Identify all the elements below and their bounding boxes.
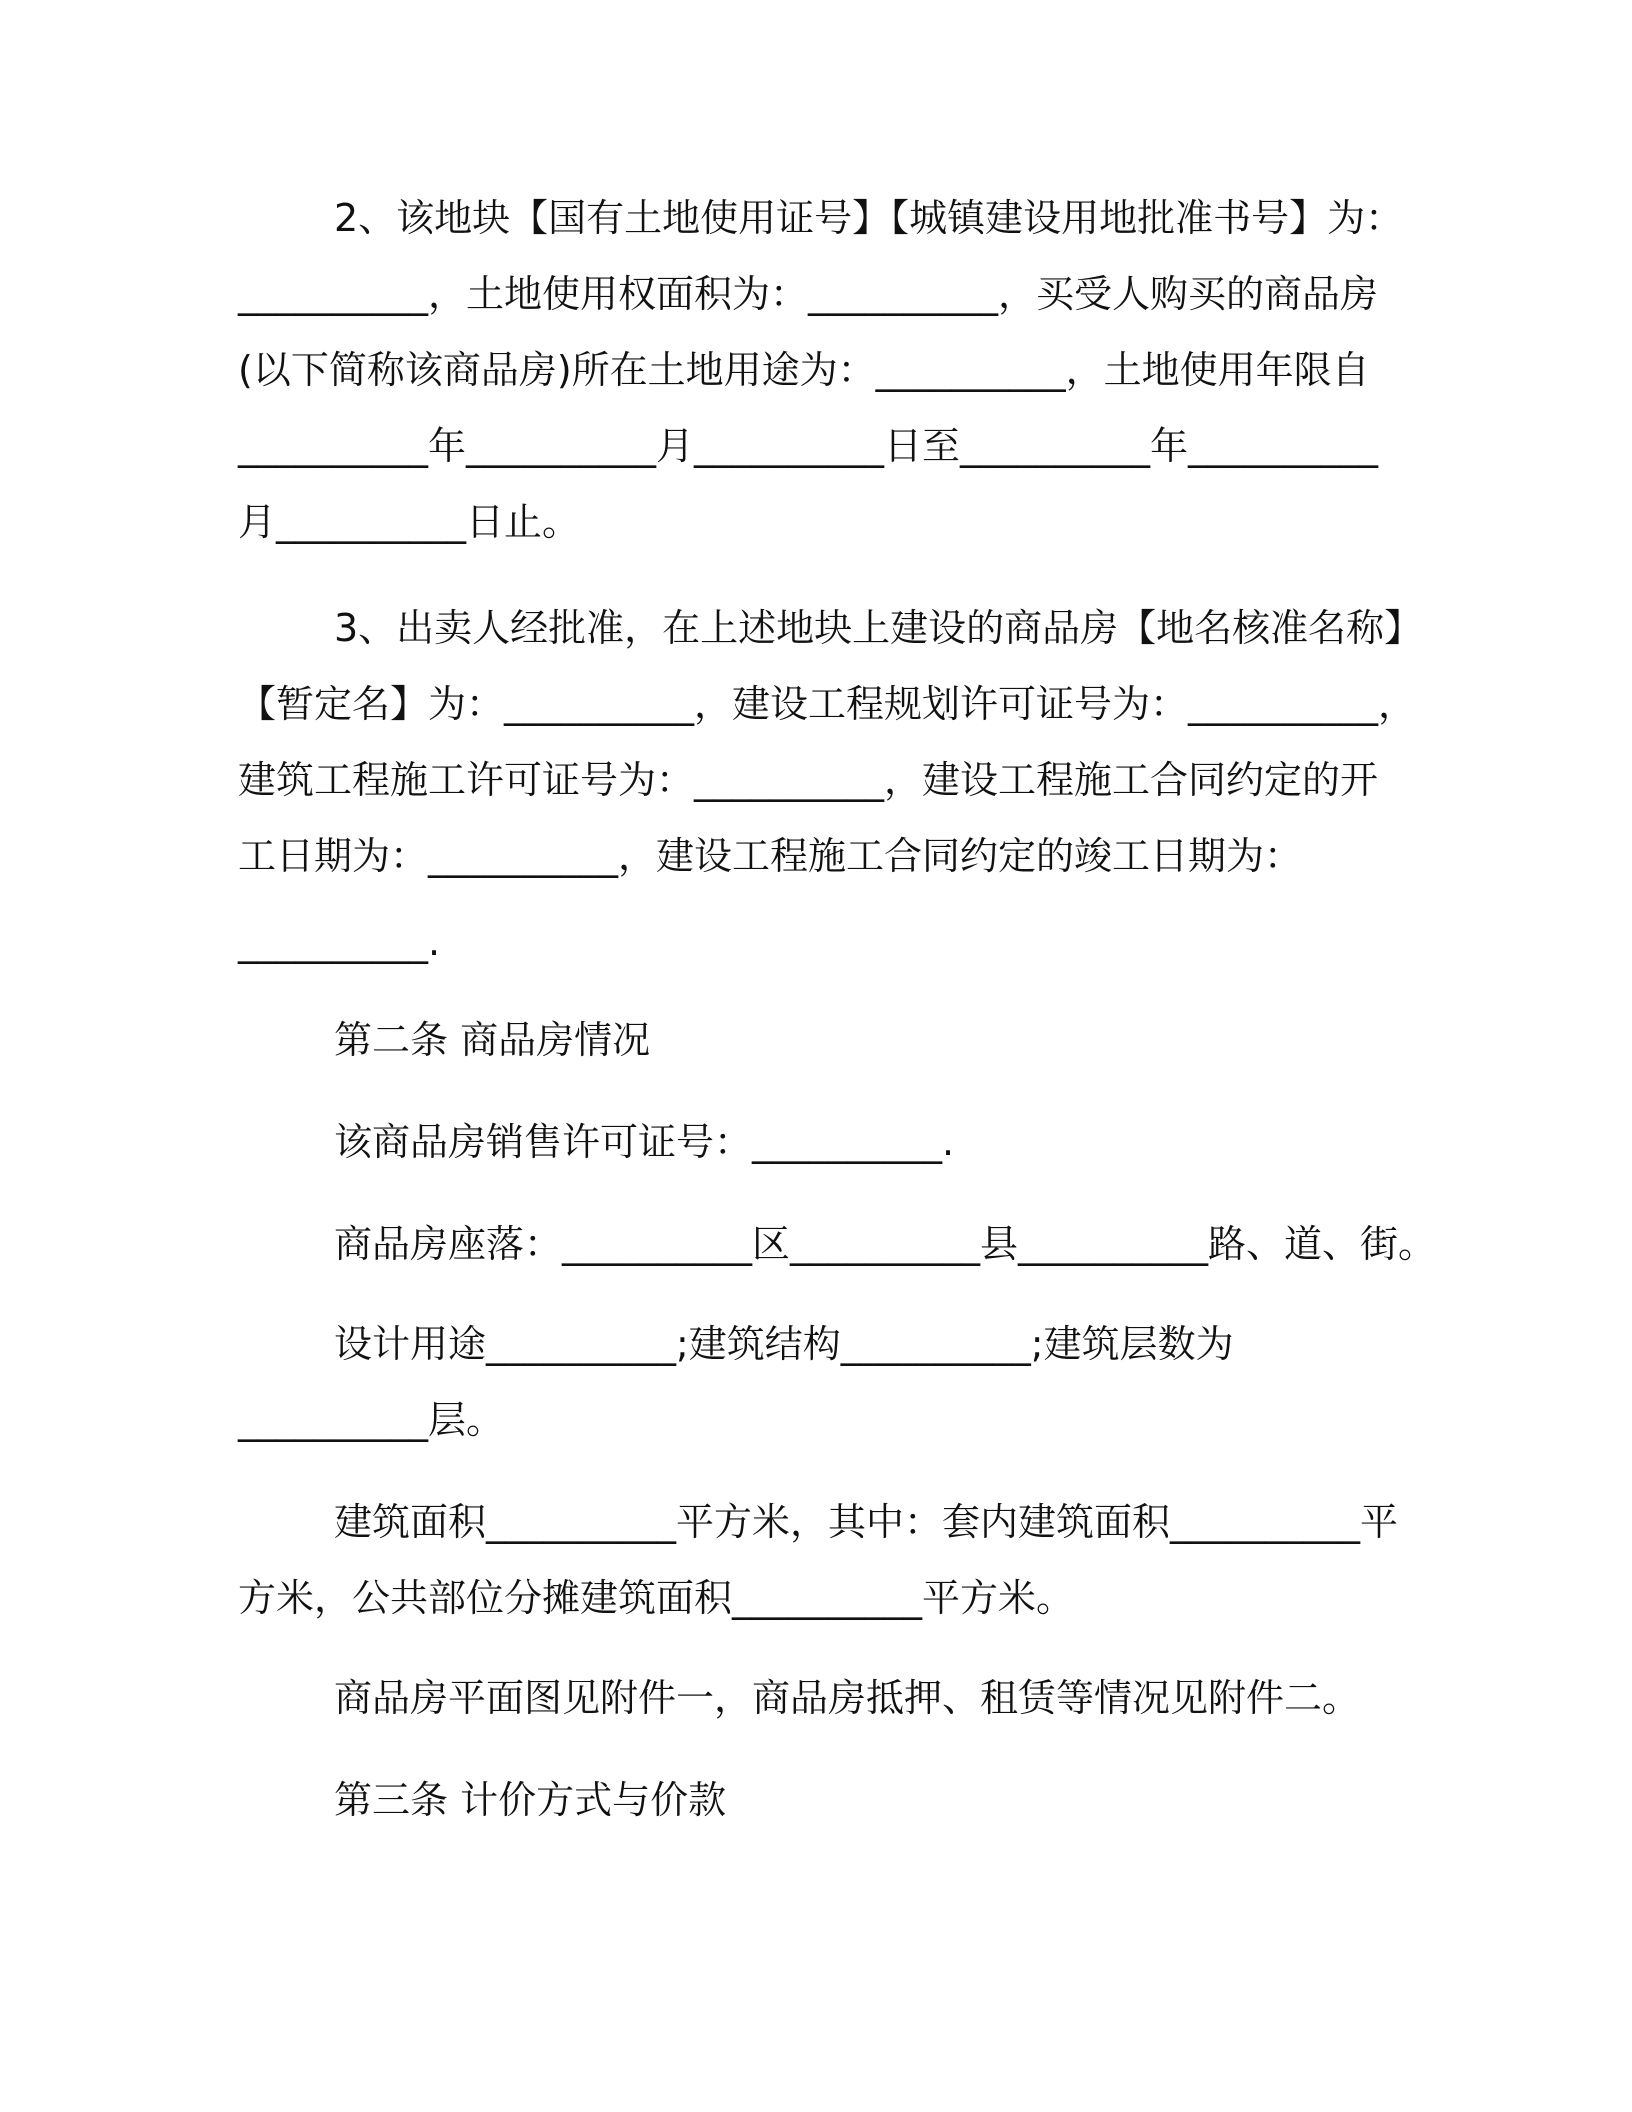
clause-3-line-3: 建筑工程施工许可证号为：__________，建设工程施工合同约定的开 <box>238 758 1379 802</box>
clause-2-line-3: (以下简称该商品房)所在土地用途为：__________，土地使用年限自 <box>238 348 1370 392</box>
clause-3-line-1: 3、出卖人经批准，在上述地块上建设的商品房【地名核准名称】 <box>334 606 1423 650</box>
design-use-line-2: __________层。 <box>238 1398 505 1442</box>
design-use-line-1: 设计用途__________;建筑结构__________;建筑层数为 <box>334 1322 1234 1366</box>
clause-3-line-2: 【暂定名】为：__________，建设工程规划许可证号为：__________， <box>238 682 1417 726</box>
clause-2-line-2: __________，土地使用权面积为：__________，买受人购买的商品房 <box>238 272 1379 316</box>
area-line-1: 建筑面积__________平方米，其中：套内建筑面积__________平 <box>334 1500 1399 1544</box>
attachment-line: 商品房平面图见附件一，商品房抵押、租赁等情况见附件二。 <box>334 1676 1361 1720</box>
article-2-heading: 第二条 商品房情况 <box>334 1018 651 1062</box>
location-line: 商品房座落：__________区__________县__________路、道、街。 <box>334 1222 1437 1266</box>
clause-2-line-4: __________年__________月__________日至__________年__________ <box>238 424 1379 468</box>
sales-permit-line: 该商品房销售许可证号：__________. <box>334 1120 955 1164</box>
clause-3-line-4: 工日期为：__________，建设工程施工合同约定的竣工日期为： <box>238 834 1303 878</box>
article-3-heading: 第三条 计价方式与价款 <box>334 1778 727 1822</box>
clause-3-line-5: __________. <box>238 920 441 964</box>
clause-2-line-5: 月__________日止。 <box>238 500 581 544</box>
clause-2-line-1: 2、该地块【国有土地使用证号】【城镇建设用地批准书号】为： <box>334 196 1404 240</box>
area-line-2: 方米，公共部位分摊建筑面积__________平方米。 <box>238 1576 1075 1620</box>
